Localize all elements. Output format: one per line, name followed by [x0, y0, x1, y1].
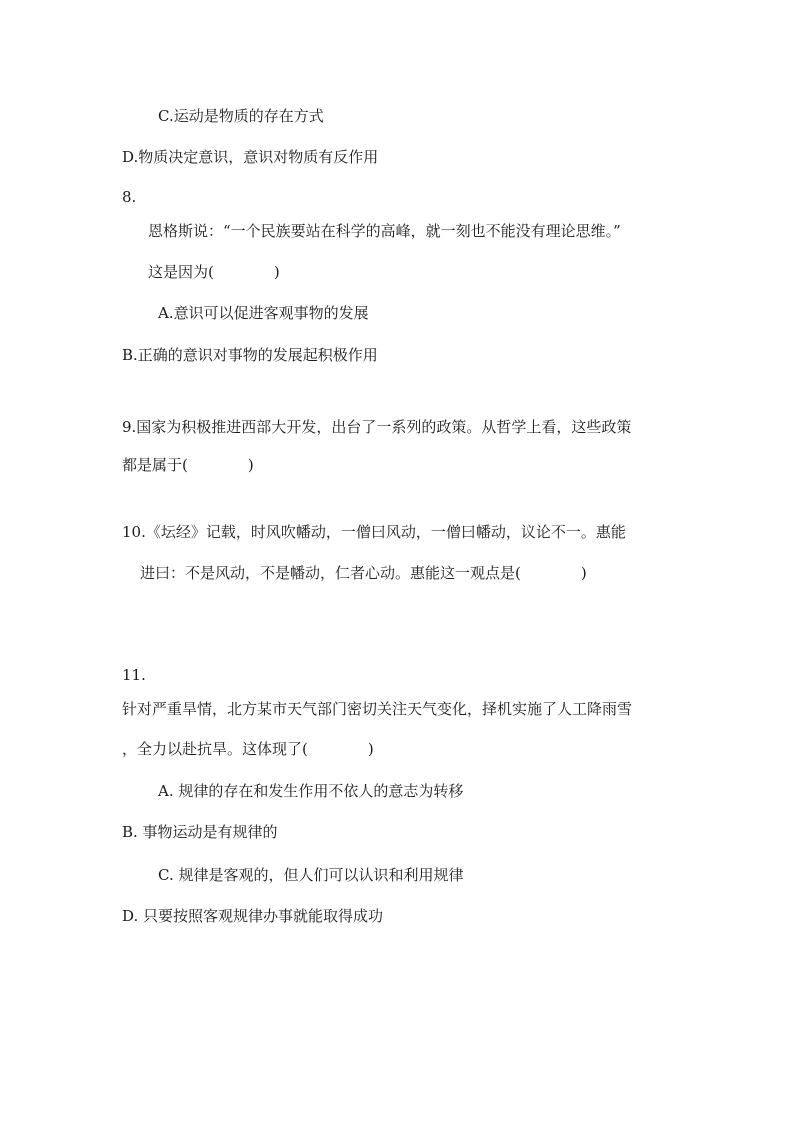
question-9-stem: 9.国家为积极推进西部大开发，出台了一系列的政策。从哲学上看，这些政策 [122, 418, 632, 436]
option-c-q7: C.运动是物质的存在方式 [158, 107, 324, 125]
option-d-q7: D.物质决定意识，意识对物质有反作用 [122, 148, 379, 166]
question-8-stem-end: 这是因为( ) [148, 263, 280, 281]
option-c-q11: C. 规律是客观的，但人们可以认识和利用规律 [158, 866, 464, 884]
option-a-q11: A. 规律的存在和发生作用不依人的意志为转移 [158, 782, 464, 800]
option-b-q11: B. 事物运动是有规律的 [122, 823, 278, 841]
question-11-stem: 针对严重旱情，北方某市天气部门密切关注天气变化，择机实施了人工降雨雪 [122, 700, 633, 718]
option-b-q8: B.正确的意识对事物的发展起积极作用 [122, 346, 378, 364]
question-10-stem: 10.《坛经》记载，时风吹幡动，一僧曰风动，一僧曰幡动，议论不一。惠能 [122, 523, 626, 541]
question-11-number: 11. [122, 666, 146, 684]
question-10-stem-end: 进曰：不是风动，不是幡动，仁者心动。惠能这一观点是( ) [140, 564, 587, 582]
option-d-q11: D. 只要按照客观规律办事就能取得成功 [122, 907, 384, 925]
question-8-stem: 恩格斯说：“一个民族要站在科学的高峰，就一刻也不能没有理论思维。” [148, 222, 621, 240]
option-a-q8: A.意识可以促进客观事物的发展 [158, 304, 369, 322]
question-11-stem-end: ，全力以赴抗旱。这体现了( ) [122, 740, 374, 758]
question-9-stem-end: 都是属于( ) [122, 456, 254, 474]
question-8-number: 8. [122, 188, 137, 206]
